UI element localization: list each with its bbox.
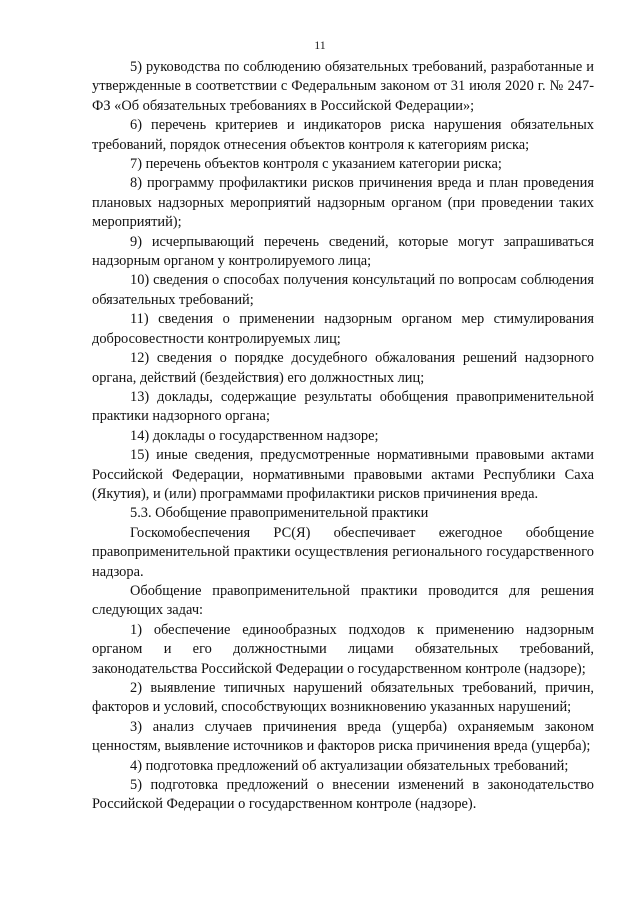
document-body [92,58,594,815]
page-number: 11 [314,38,326,52]
list-item-5-compliance-guides: 5) руководства по соблюдению обязательных требований, разработанные и утвержденные в соответствии с Федеральным законом от 31 июля 2020 г. № 247-ФЗ «Об обязательных требованиях в Российской Федерации»; [92,59,594,114]
task-item-4-requirements-update: 4) подготовка предложений об актуализации обязательных требований; [130,757,569,774]
list-item-11-incentive-measures: 11) сведения о применении надзорным органом мер стимулирования добросовестности контролируемых лиц; [92,311,594,347]
list-item-7-control-objects: 7) перечень объектов контроля с указанием категории риска; [130,156,502,173]
list-item-12-appeal-procedure: 12) сведения о порядке досудебного обжалования решений надзорного органа, действий (бездействия) его должностных лиц; [92,350,594,386]
list-item-13-practice-reports: 13) доклады, содержащие результаты обобщения правоприменительной практики надзорного органа; [92,388,594,425]
paragraph-annual-generalization: Госкомобеспечения РС(Я) обеспечивает ежегодное обобщение правоприменительной практики осуществления регионального государственного надзора. [92,524,594,580]
list-item-6-risk-criteria: 6) перечень критериев и индикаторов риска нарушения обязательных требований, порядок отнесения объектов контроля к категориям риска; [92,117,594,153]
list-item-15-other-information: 15) иные сведения, предусмотренные нормативными правовыми актами Российской Федерации, нормативными правовыми актами Республики Саха (Якутия), и (или) программами профилактики рисков причинения вреда. [92,447,594,502]
task-item-1-uniform-approaches: 1) обеспечение единообразных подходов к применению надзорным органом и его должностными лицами обязательных требований, законодательства Российской Федерации о государственном контроле (надзоре); [92,621,594,677]
task-item-3-harm-analysis: 3) анализ случаев причинения вреда (ущерба) охраняемым законом ценностям, выявление источников и факторов риска причинения вреда (ущерба); [92,718,594,755]
list-item-8-prevention-program: 8) программу профилактики рисков причинения вреда и план проведения плановых надзорных мероприятий надзорным органом (при проведении таких мероприятий); [92,175,594,231]
section-heading-5-3: 5.3. Обобщение правоприменительной практики [130,505,429,522]
task-item-2-typical-violations: 2) выявление типичных нарушений обязательных требований, причин, факторов и условий, способствующих возникновению указанных нарушений; [92,680,594,716]
list-item-14-supervision-reports: 14) доклады о государственном надзоре; [130,427,379,444]
list-item-10-consultations: 10) сведения о способах получения консультаций по вопросам соблюдения обязательных требований; [92,272,594,308]
list-item-9-requested-information: 9) исчерпывающий перечень сведений, которые могут запрашиваться надзорным органом у контролируемого лица; [92,233,594,270]
paragraph-generalization-tasks: Обобщение правоприменительной практики проводится для решения следующих задач: [92,582,594,619]
task-item-5-legislation-changes: 5) подготовка предложений о внесении изменений в законодательство Российской Федерации о государственном контроле (надзоре). [92,777,594,813]
